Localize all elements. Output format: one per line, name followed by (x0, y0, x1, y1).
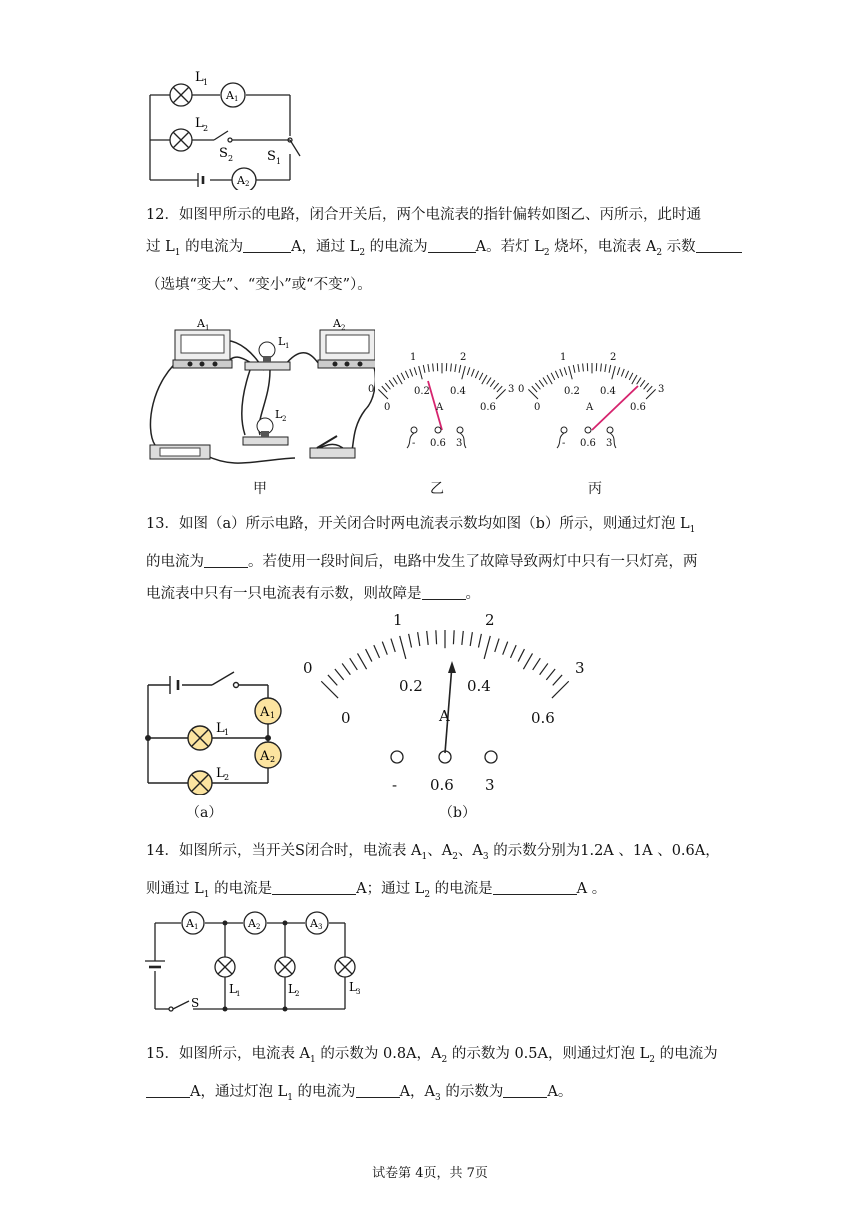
scale-tick (475, 371, 478, 378)
svg-text:0.2: 0.2 (399, 677, 423, 695)
scale-tick (535, 383, 540, 389)
scale-tick (478, 634, 481, 648)
scale-tick (410, 369, 413, 376)
scale-tick (418, 632, 420, 646)
caption-a: （a） (186, 805, 223, 821)
scale-tick (409, 634, 412, 648)
svg-text:A: A (260, 749, 270, 764)
svg-text:0: 0 (518, 384, 525, 395)
question-15: 15．如图所示，电流表 $A_1$ 的示数为 0.8A，$A_2$ 的示数为 0.5A，则通过灯泡 $L_2$ 的电流为 A，通过灯泡 $L_1$ 的电流为 A，$A_3$ 的示数为 A。 (146, 1046, 718, 1103)
scale-tick (391, 639, 395, 652)
svg-text:2: 2 (224, 773, 230, 782)
svg-text:0.6: 0.6 (580, 438, 596, 449)
answer-blank[interactable] (146, 1081, 190, 1098)
scale-tick (494, 383, 499, 389)
scale-tick (471, 369, 474, 376)
svg-text:2: 2 (245, 180, 250, 188)
scale-tick (547, 375, 552, 384)
svg-text:-: - (412, 438, 416, 449)
scale-tick (546, 669, 555, 680)
scale-tick (632, 375, 637, 384)
scale-tick (564, 367, 566, 375)
scale-tick (405, 371, 408, 378)
svg-text:2: 2 (228, 154, 234, 163)
svg-text:S: S (191, 996, 200, 1010)
answer-blank[interactable] (503, 1081, 547, 1098)
circuit-figure-14 (145, 905, 375, 1015)
circuit-photo-jia (145, 310, 375, 470)
scale-tick (495, 639, 499, 652)
scale-tick (451, 363, 452, 371)
svg-text:1: 1 (285, 342, 290, 350)
scale-tick (578, 364, 579, 372)
svg-text:0: 0 (368, 384, 375, 395)
svg-text:0.4: 0.4 (467, 677, 491, 695)
scale-tick (436, 630, 437, 644)
answer-blank[interactable] (204, 551, 248, 568)
svg-text:L: L (278, 335, 286, 348)
svg-text:A: A (260, 705, 270, 720)
svg-text:-: - (562, 438, 566, 449)
svg-text:1: 1 (270, 711, 276, 720)
scale-tick (612, 366, 616, 379)
scale-tick (617, 367, 619, 375)
scale-tick (414, 367, 416, 375)
scale-tick (382, 642, 387, 655)
circuit-figure-top (140, 60, 310, 190)
svg-text:A: A (186, 917, 194, 930)
svg-text:2: 2 (256, 923, 261, 931)
scale-tick (427, 631, 428, 645)
scale-tick (539, 380, 544, 386)
svg-text:0.6: 0.6 (531, 709, 555, 727)
svg-text:L: L (229, 982, 237, 996)
caption-jia: 甲 (253, 481, 267, 497)
question-14: 14．如图所示，当开关S闭合时，电流表 $A_1$、$A_2$、$A_3$ 的示数分别为1.2A 、1A 、0.6A， 则通过 $L_1$ 的电流是 A；通过 $L_2$ 的电流是 A 。 (146, 843, 720, 900)
svg-text:L: L (216, 721, 225, 736)
scale-tick (490, 380, 495, 386)
svg-text:A: A (333, 317, 341, 330)
scale-tick (605, 364, 606, 372)
svg-text:L: L (275, 408, 283, 421)
svg-text:0: 0 (384, 402, 391, 413)
scale-tick (569, 366, 573, 379)
scale-tick (551, 373, 555, 380)
question-12: 12．如图甲所示的电路，闭合开关后，两个电流表的指针偏转如图乙、丙所示，此时通 过 $L_1$ 的电流为 A，通过 $L_2$ 的电流为 A。若灯 $L_2$ 烧坏，电流表 $A_2$ 示数 （选填“变大”、“变小”或“不变”）。 (146, 199, 726, 301)
svg-text:2: 2 (295, 990, 300, 998)
svg-text:A: A (248, 917, 256, 930)
svg-text:3: 3 (658, 384, 665, 395)
scale-tick (543, 378, 547, 385)
scale-tick (644, 383, 649, 389)
scale-tick (523, 653, 532, 669)
answer-blank[interactable] (493, 878, 577, 895)
scale-tick (393, 378, 397, 385)
scale-tick (637, 378, 641, 385)
answer-blank[interactable] (428, 236, 476, 253)
svg-text:1: 1 (560, 352, 567, 363)
svg-text:0.6: 0.6 (480, 402, 496, 413)
label-L1: L (195, 70, 204, 85)
scale-tick (335, 669, 344, 680)
answer-blank[interactable] (243, 236, 291, 253)
scale-tick (385, 383, 390, 389)
scale-tick (470, 632, 472, 646)
svg-text:0.4: 0.4 (450, 386, 466, 397)
scale-tick (640, 380, 645, 386)
svg-text:2: 2 (485, 611, 495, 629)
scale-tick (497, 386, 502, 392)
answer-blank[interactable] (696, 236, 742, 253)
caption-yi: 乙 (430, 481, 444, 497)
scale-tick (455, 364, 456, 372)
scale-tick (389, 380, 394, 386)
svg-text:0.2: 0.2 (564, 386, 580, 397)
svg-text:1: 1 (194, 923, 199, 931)
svg-text:0: 0 (341, 709, 351, 727)
svg-text:A: A (237, 174, 245, 187)
svg-text:2: 2 (282, 415, 287, 423)
scale-tick (350, 658, 358, 670)
svg-text:A: A (586, 402, 594, 413)
scale-tick (533, 658, 541, 670)
svg-text:3: 3 (508, 384, 515, 395)
question-13: 13．如图（a）所示电路，开关闭合时两电流表示数均如图（b）所示，则通过灯泡 $L_1$ 的电流为 。若使用一段时间后，电路中发生了故障导致两灯中只有一只灯亮，两 电流表中只有一只电流表有示数，则故障是 。 (146, 516, 698, 602)
svg-text:S: S (219, 146, 228, 161)
svg-text:1: 1 (410, 352, 417, 363)
scale-tick (453, 630, 454, 644)
svg-text:0: 0 (303, 659, 313, 677)
svg-text:3: 3 (456, 438, 463, 449)
scale-tick (374, 645, 380, 658)
scale-tick (342, 663, 350, 674)
svg-text:A: A (226, 89, 234, 102)
scale-tick (553, 675, 562, 685)
svg-text:L: L (349, 980, 357, 994)
svg-text:3: 3 (575, 659, 585, 677)
scale-tick (401, 373, 405, 380)
svg-text:1: 1 (276, 157, 282, 166)
scale-tick (625, 371, 628, 378)
scale-tick (397, 375, 402, 384)
svg-text:A: A (439, 707, 450, 725)
svg-text:1: 1 (236, 990, 241, 998)
svg-text:3: 3 (485, 776, 495, 794)
scale-tick (400, 636, 406, 659)
svg-text:0.6: 0.6 (430, 438, 446, 449)
scale-tick (629, 373, 633, 380)
scale-tick (647, 386, 652, 392)
svg-text:2: 2 (460, 352, 467, 363)
scale-tick (609, 365, 611, 373)
svg-text:A: A (310, 917, 318, 930)
answer-blank[interactable] (422, 583, 466, 600)
scale-tick (540, 663, 548, 674)
scale-tick (366, 649, 372, 661)
ammeter-b (295, 605, 595, 805)
svg-text:0.6: 0.6 (430, 776, 454, 794)
scale-tick (467, 367, 469, 375)
scale-tick (573, 365, 575, 373)
scale-tick (479, 373, 483, 380)
svg-text:0.6: 0.6 (630, 402, 646, 413)
scale-tick (484, 636, 490, 659)
answer-blank[interactable] (272, 878, 356, 895)
scale-tick (358, 653, 367, 669)
caption-bing: 丙 (588, 481, 602, 497)
scale-tick (518, 649, 524, 661)
scale-tick (462, 366, 466, 379)
svg-text:A: A (436, 402, 444, 413)
svg-text:0.2: 0.2 (414, 386, 430, 397)
scale-tick (433, 363, 434, 371)
svg-text:2: 2 (610, 352, 617, 363)
svg-text:1: 1 (203, 78, 209, 87)
scale-tick (428, 364, 429, 372)
scale-tick (503, 642, 508, 655)
scale-tick (382, 386, 387, 392)
svg-text:A: A (197, 317, 205, 330)
svg-text:0: 0 (534, 402, 541, 413)
svg-text:-: - (392, 776, 398, 794)
svg-text:3: 3 (356, 988, 361, 996)
scale-tick (462, 631, 463, 645)
scale-tick (560, 369, 563, 376)
svg-text:L: L (288, 982, 296, 996)
scale-tick (621, 369, 624, 376)
scale-tick (510, 645, 516, 658)
ammeter-bing (512, 348, 672, 458)
svg-text:S: S (267, 149, 276, 164)
svg-text:3: 3 (318, 923, 323, 931)
svg-text:1: 1 (205, 324, 210, 332)
scale-tick (487, 378, 491, 385)
svg-text:1: 1 (234, 95, 239, 103)
ammeter-yi (362, 348, 525, 458)
caption-b: （b） (439, 805, 476, 821)
scale-tick (459, 365, 461, 373)
scale-tick (423, 365, 425, 373)
scale-tick (532, 386, 537, 392)
svg-text:3: 3 (606, 438, 613, 449)
svg-text:1: 1 (393, 611, 403, 629)
scale-tick (583, 363, 584, 371)
answer-blank[interactable] (356, 1081, 400, 1098)
scale-tick (555, 371, 558, 378)
page-footer: 试卷第 4页，共 7页 (372, 1166, 488, 1181)
svg-text:2: 2 (341, 324, 346, 332)
svg-text:2: 2 (270, 755, 276, 764)
circuit-figure-a (140, 660, 290, 795)
svg-text:1: 1 (224, 728, 230, 737)
scale-tick (601, 363, 602, 371)
scale-tick (482, 375, 487, 384)
svg-text:0.4: 0.4 (600, 386, 616, 397)
svg-text:2: 2 (203, 124, 209, 133)
svg-text:L: L (216, 766, 225, 781)
scale-tick (328, 675, 337, 685)
scale-tick (419, 366, 423, 379)
svg-text:L: L (195, 116, 204, 131)
